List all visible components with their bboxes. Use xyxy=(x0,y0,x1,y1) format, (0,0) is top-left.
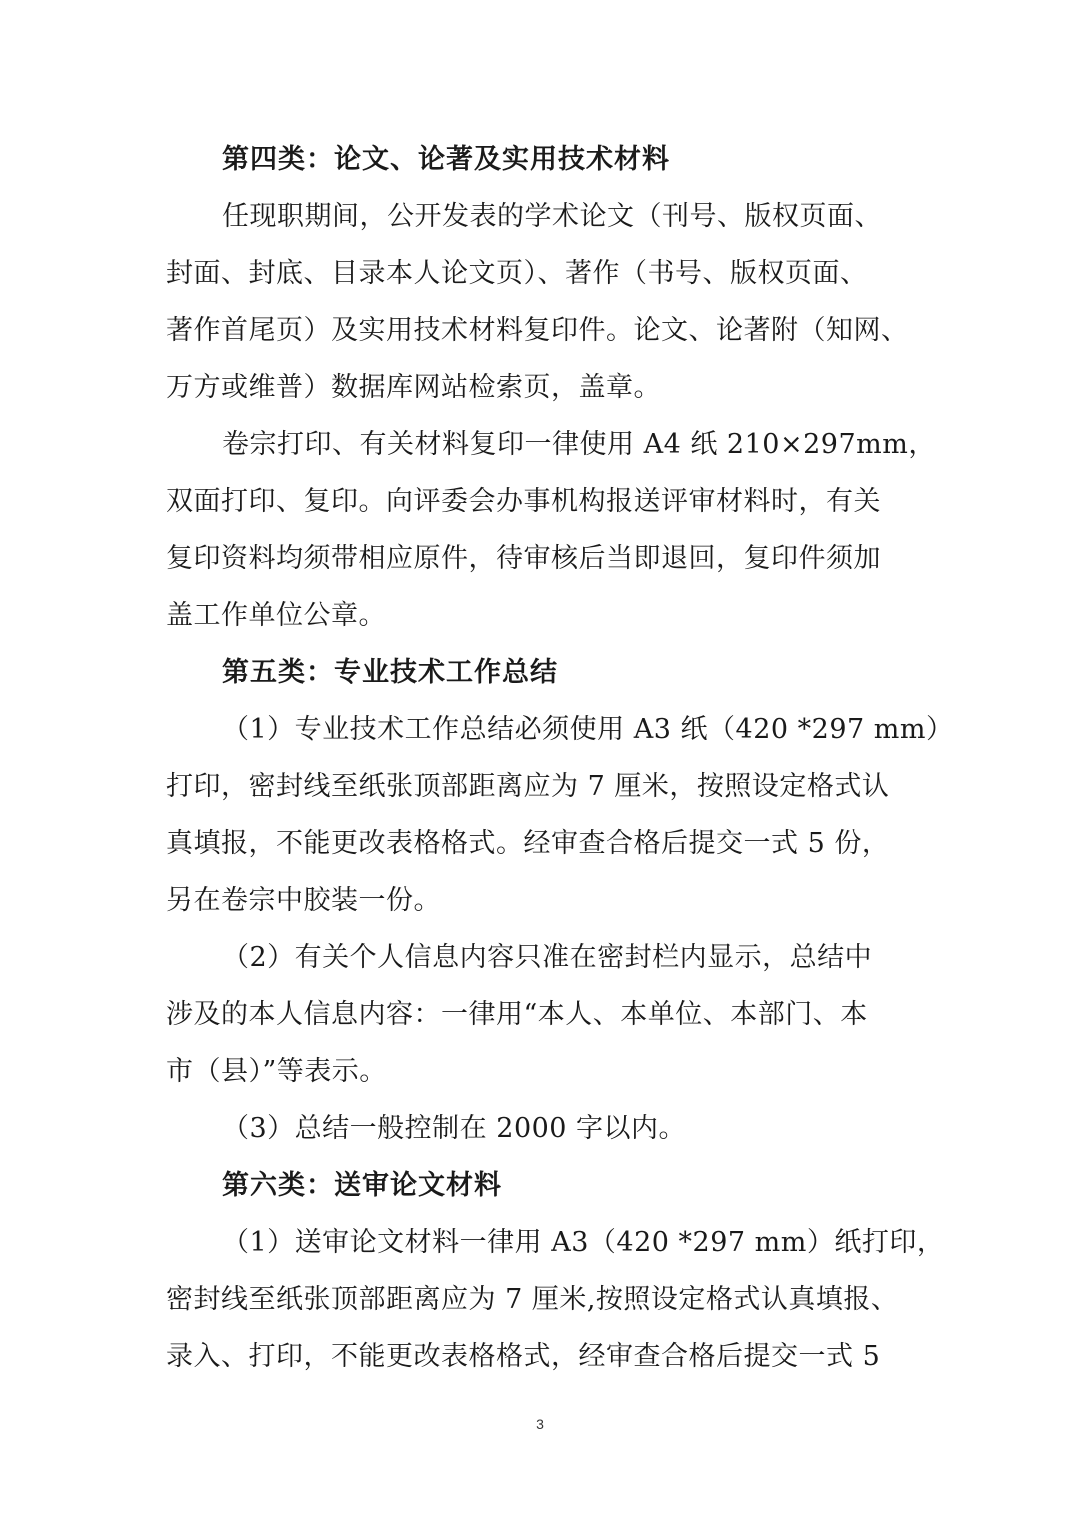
text-line: 著作首尾页）及实用技术材料复印件。论文、论著附（知网、 xyxy=(166,315,909,346)
text-line: 封面、封底、目录本人论文页）、著作（书号、版权页面、 xyxy=(166,258,868,289)
text-line: （2）有关个人信息内容只准在密封栏内显示，总结中 xyxy=(222,942,873,973)
text-line: 万方或维普）数据库网站检索页，盖章。 xyxy=(166,372,661,403)
text-line: 真填报，不能更改表格格式。经审查合格后提交一式 5 份， xyxy=(166,828,890,859)
text-line: 盖工作单位公章。 xyxy=(166,600,386,631)
text-line: 打印，密封线至纸张顶部距离应为 7 厘米，按照设定格式认 xyxy=(166,771,890,802)
text-line: （1）送审论文材料一律用 A3（420 *297 mm）纸打印， xyxy=(222,1227,945,1258)
text-line: 另在卷宗中胶装一份。 xyxy=(166,885,441,916)
text-line: 卷宗打印、有关材料复印一律使用 A4 纸 210×297mm， xyxy=(222,429,936,460)
heading-category-6: 第六类：送审论文材料 xyxy=(222,1170,502,1201)
text-line: 任现职期间，公开发表的学术论文（刊号、版权页面、 xyxy=(222,201,882,232)
text-line: 复印资料均须带相应原件，待审核后当即退回，复印件须加 xyxy=(166,543,881,574)
heading-category-4: 第四类：论文、论著及实用技术材料 xyxy=(222,144,670,175)
text-line: 双面打印、复印。向评委会办事机构报送评审材料时，有关 xyxy=(166,486,881,517)
text-line: 市（县）”等表示。 xyxy=(166,1056,387,1087)
text-line: （3）总结一般控制在 2000 字以内。 xyxy=(222,1113,687,1144)
text-line: 录入、打印，不能更改表格格式，经审查合格后提交一式 5 xyxy=(166,1341,881,1372)
page-number: 3 xyxy=(536,1416,544,1432)
text-line: （1）专业技术工作总结必须使用 A3 纸（420 *297 mm） xyxy=(222,714,954,745)
text-line: 涉及的本人信息内容：一律用“本人、本单位、本部门、本 xyxy=(166,999,868,1030)
text-line: 密封线至纸张顶部距离应为 7 厘米,按照设定格式认真填报、 xyxy=(166,1284,899,1315)
heading-category-5: 第五类：专业技术工作总结 xyxy=(222,657,558,688)
